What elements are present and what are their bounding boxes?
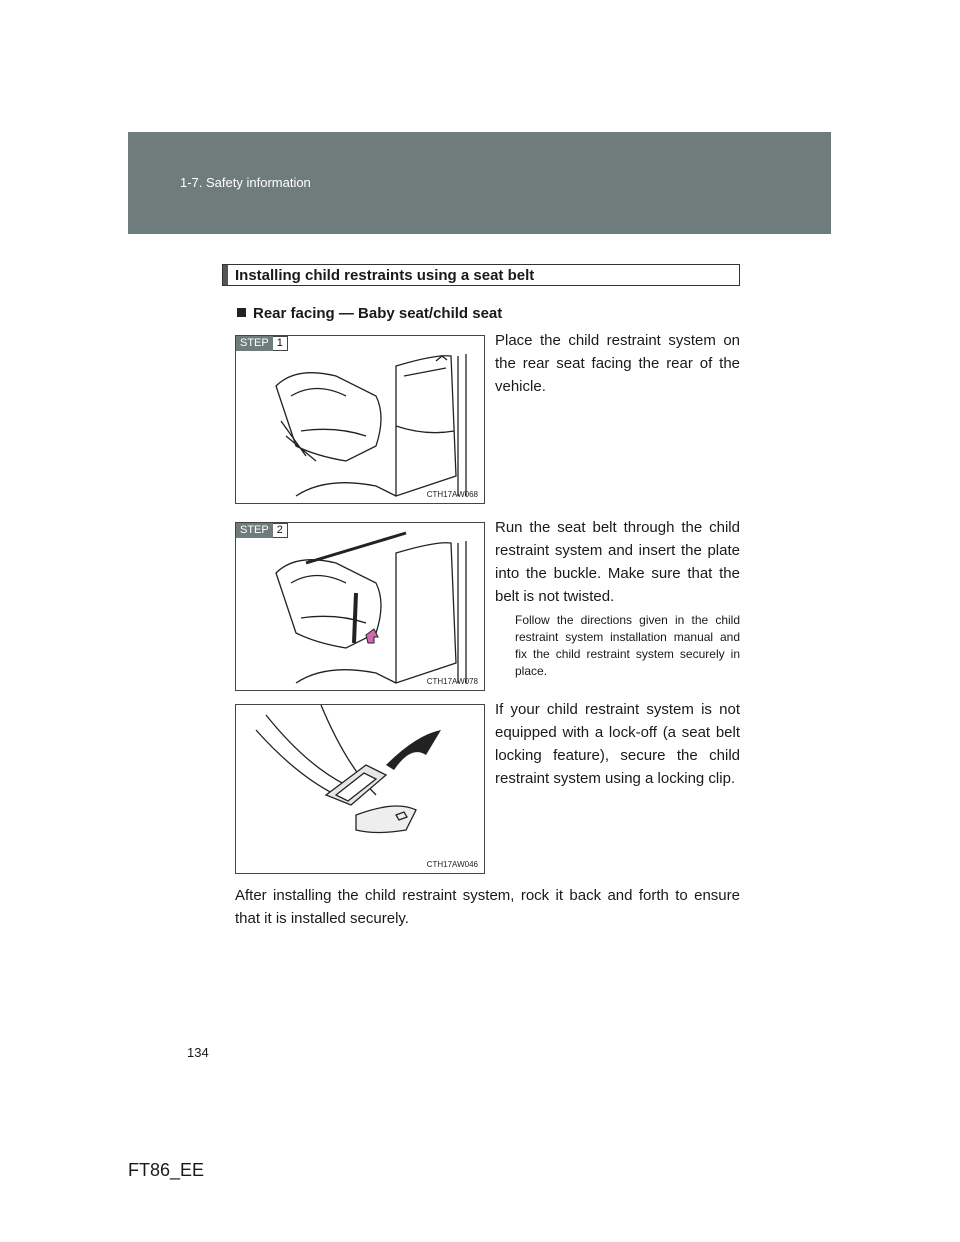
figure-step-1 <box>235 335 485 504</box>
seat-belt-through-child-seat-illustration <box>236 523 484 690</box>
closing-paragraph: After installing the child restraint system, rock it back and forth to ensure that it is installed securely. <box>235 887 740 927</box>
figure-code: CTH17AW068 <box>426 490 478 499</box>
subheading <box>237 305 502 322</box>
heading-text: Installing child restraints using a seat belt <box>235 267 535 284</box>
document-code: FT86_EE <box>128 1160 205 1180</box>
step-badge-1 <box>236 336 288 351</box>
square-bullet-icon <box>237 308 246 317</box>
figure-step-2 <box>235 522 485 691</box>
topic-heading <box>222 264 740 286</box>
step-1-text: Place the child restraint system on the rear seat facing the rear of the vehicle. <box>495 332 740 395</box>
figure-locking-clip <box>235 704 485 874</box>
subheading-text: Rear facing — Baby seat/child seat <box>253 305 503 322</box>
child-seat-on-rear-seat-illustration <box>236 336 484 503</box>
figure-code: CTH17AW078 <box>426 677 478 686</box>
section-title: 1-7. Safety information <box>180 175 311 190</box>
step-number: 2 <box>273 523 288 538</box>
page-number: 134 <box>187 1045 209 1060</box>
step-2-text: Run the seat belt through the child restraint system and insert the plate into the buckle. Make sure that the belt is not twisted. <box>495 519 740 605</box>
lockoff-text: If your child restraint system is not equipped with a lock-off (a seat belt locking feature), secure the child restraint system using a locking clip. <box>495 701 740 787</box>
figure-code: CTH17AW046 <box>426 860 478 869</box>
heading-accent-bar <box>223 265 228 285</box>
step-label: STEP <box>236 336 273 351</box>
step-badge-2 <box>236 523 288 538</box>
arrow-icon <box>386 730 441 770</box>
step-2-note: Follow the directions given in the child restraint system installation manual and fix the child restraint system securely in place. <box>515 613 740 678</box>
locking-clip-illustration <box>236 705 484 873</box>
step-label: STEP <box>236 523 273 538</box>
step-number: 1 <box>273 336 288 351</box>
